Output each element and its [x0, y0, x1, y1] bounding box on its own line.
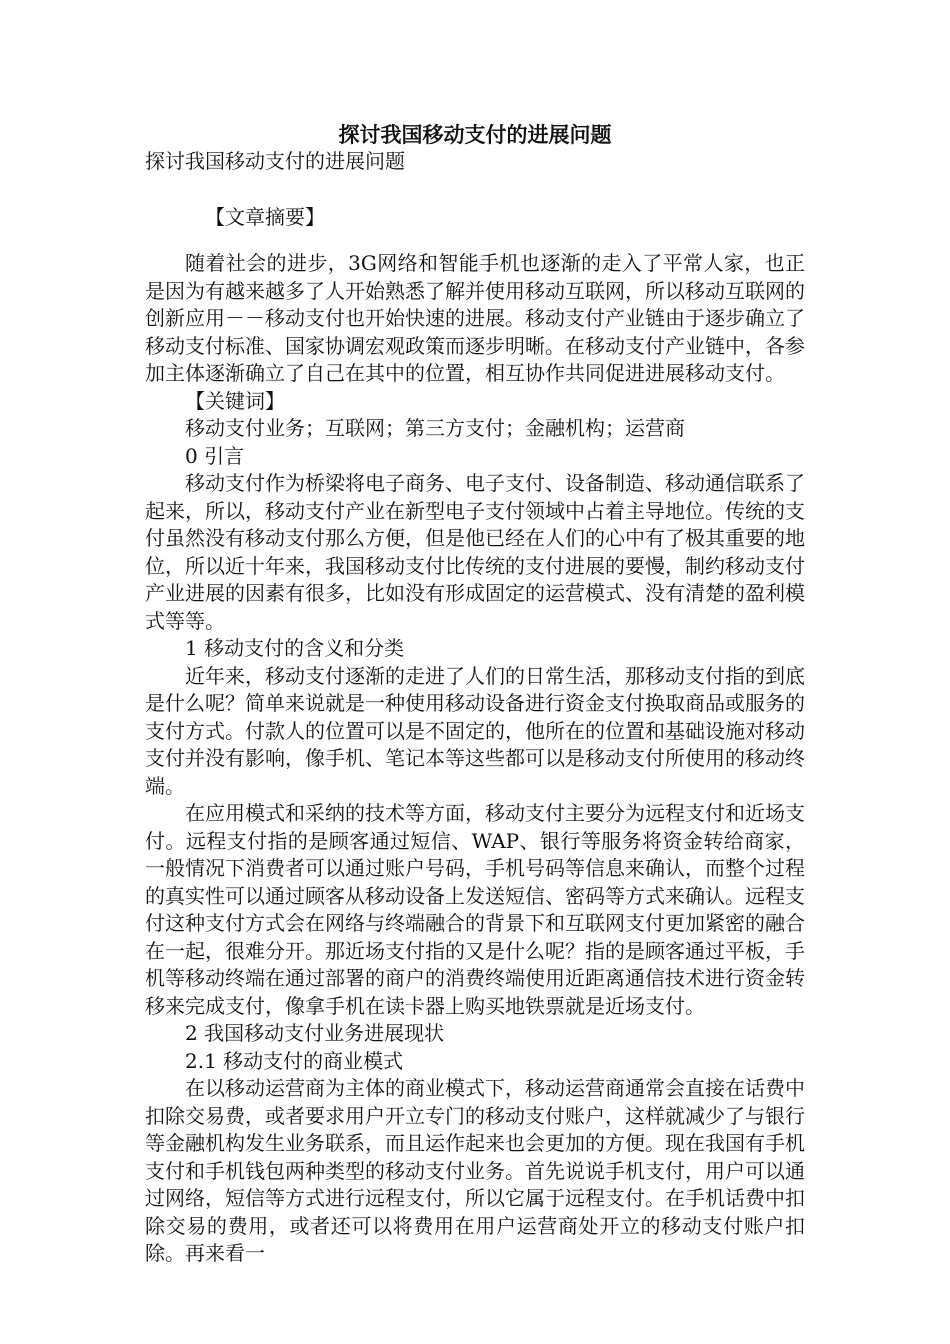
- spacer: [145, 231, 805, 250]
- section-heading-2: 2 我国移动支付业务进展现状: [185, 1021, 445, 1045]
- section-0-paragraph-1: 移动支付作为桥梁将电子商务、电子支付、设备制造、移动通信联系了起来，所以，移动支付产业在新型电子支付领域中占着主导地位。传统的支付虽然没有移动支付那么方便，但是他已经在人们的心中有了极其重要的地位，所以近十年来，我国移动支付比传统的支付进展的要慢，制约移动支付产业进展的因素有很多，比如没有形成固定的运营模式、没有清楚的盈利模式等等。: [145, 471, 805, 633]
- section-heading-1: 1 移动支付的含义和分类: [185, 636, 405, 660]
- document-body: [145, 148, 805, 1268]
- abstract-label: 【文章摘要】: [205, 204, 325, 229]
- section-heading-0: 0 引言: [185, 443, 245, 468]
- abstract-paragraph: 随着社会的进步，3G网络和智能手机也逐渐的走入了平常人家，也正是因为有越来越多了人开始熟悉了解并使用移动互联网，所以移动互联网的创新应用－－移动支付也开始快速的进展。移动支付产业链由于逐步确立了移动支付标准、国家协调宏观政策而逐步明晰。在移动支付产业链中，各参加主体逐渐确立了自己在其中的位置，相互协作共同促进进展移动支付。: [145, 251, 805, 385]
- spacer: [145, 176, 805, 204]
- document-subtitle: 探讨我国移动支付的进展问题: [145, 149, 405, 173]
- section-heading-2-1: 2.1 移动支付的商业模式: [185, 1048, 404, 1073]
- keywords-text: 移动支付业务；互联网；第三方支付；金融机构；运营商: [185, 416, 685, 440]
- keywords-label: 【关键词】: [185, 388, 285, 413]
- document-title: 探讨我国移动支付的进展问题: [338, 122, 612, 147]
- section-1-paragraph-1: 近年来，移动支付逐渐的走进了人们的日常生活，那移动支付指的到底是什么呢？简单来说就是一种使用移动设备进行资金支付换取商品或服务的支付方式。付款人的位置可以是不固定的，他所在的位置和基础设施对移动支付并没有影响，像手机、笔记本等这些都可以是移动支付所使用的移动终端。: [145, 663, 805, 798]
- section-2-1-paragraph-1: 在以移动运营商为主体的商业模式下，移动运营商通常会直接在话费中扣除交易费，或者要求用户开立专门的移动支付账户，这样就减少了与银行等金融机构发生业务联系，而且运作起来也会更加的方便。现在我国有手机支付和手机钱包两种类型的移动支付业务。首先说说手机支付，用户可以通过网络，短信等方式进行远程支付，所以它属于远程支付。在手机话费中扣除交易的费用，或者还可以将费用在用户运营商处开立的移动支付账户扣除。再来看一: [145, 1076, 805, 1265]
- section-1-paragraph-2: 在应用模式和采纳的技术等方面，移动支付主要分为远程支付和近场支付。远程支付指的是顾客通过短信、WAP、银行等服务将资金转给商家，一般情况下消费者可以通过账户号码，手机号码等信息来确认，而整个过程的真实性可以通过顾客从移动设备上发送短信、密码等方式来确认。远程支付这种支付方式会在网络与终端融合的背景下和互联网支付更加紧密的融合在一起，很难分开。那近场支付指的又是什么呢？指的是顾客通过平板，手机等移动终端在通过部署的商户的消费终端使用近距离通信技术进行资金转移来完成支付，像拿手机在读卡器上购买地铁票就是近场支付。: [145, 801, 805, 1018]
